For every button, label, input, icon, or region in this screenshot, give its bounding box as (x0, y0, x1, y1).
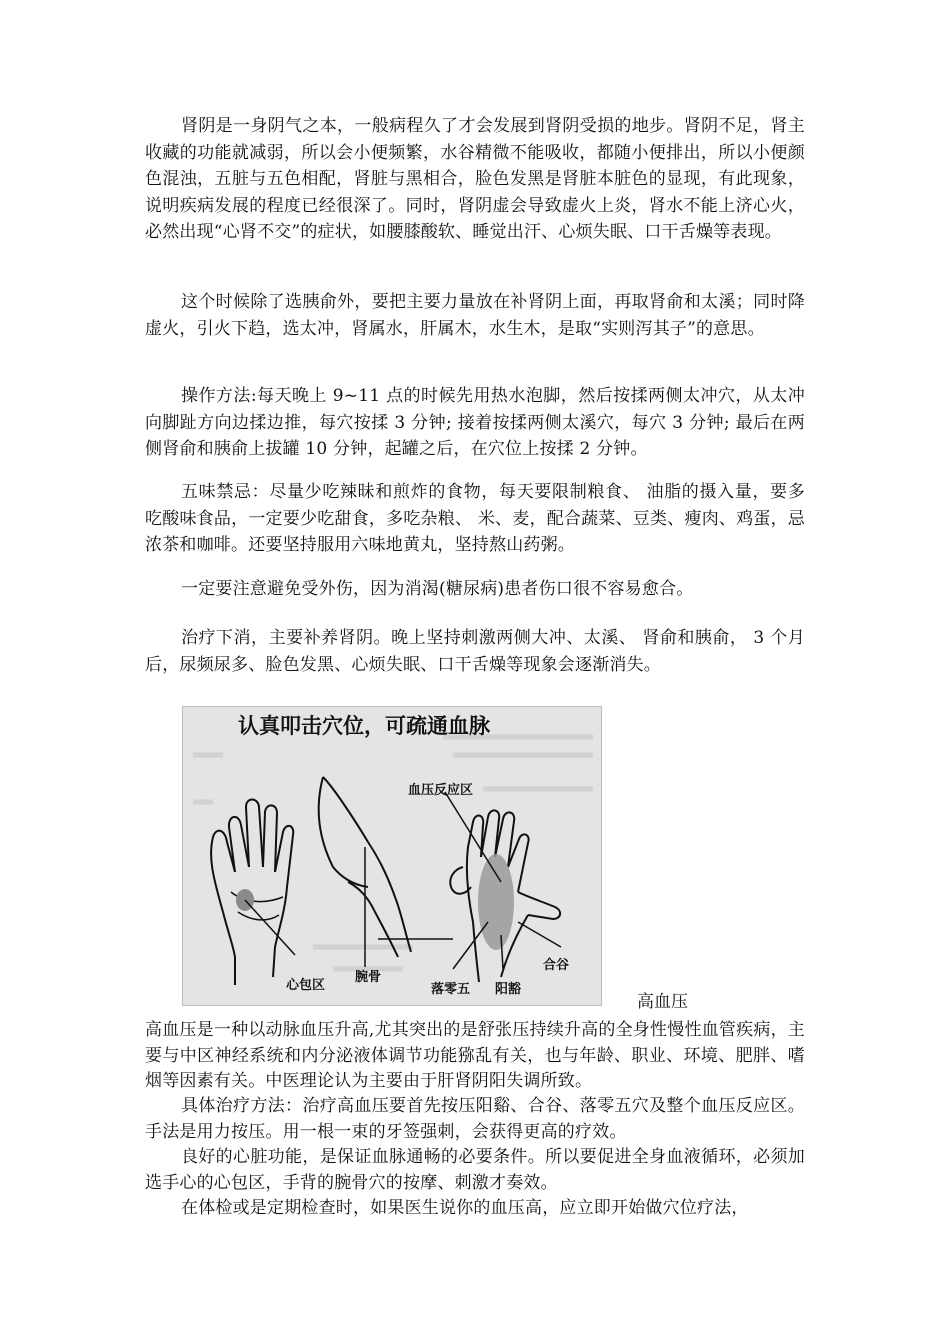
label-wrist-bone: 腕骨 (355, 970, 382, 985)
paragraph-kidney-yin: 肾阴是一身阴气之本，一般病程久了才会发展到肾阴受损的地步。肾阴不足，肾主收藏的功能就减弱，所以会小便频繁，水谷精微不能吸收，都随小便排出，所以小便颜色混浊，五脏与五色相配，肾脏与黑相合，脸色发黑是肾脏本脏色的显现，有此现象，说明疾病发展的程度已经很深了。同时，肾阴虚会导致虚火上炎，肾水不能上济心火，必然出现“心肾不交”的症状，如腰膝酸软、睡觉出汗、心烦失眠、口干舌燥等表现。 (145, 116, 805, 242)
label-yangxi: 阳豁 (495, 982, 522, 997)
paragraph-diet-taboo: 五味禁忌：尽量少吃辣昧和煎炸的食物，每天要限制粮食、 油脂的摄入量，要多吃酸味食品，一定要少吃甜食，多吃杂粮、 米、麦，配合蔬菜、豆类、瘦肉、鸡蛋，忌浓茶和咖啡。还要坚持服用六味地黄丸，坚持熬山药粥。 (145, 482, 805, 555)
label-bp-zone: 血压反应区 (408, 783, 474, 798)
paragraph-hypertension-intro: 高血压是一种以动脉血压升高,尤其突出的是舒张压持续升高的全身性慢性血管疾病，主要与中区神经系统和内分泌液体调节功能猕乱有关，也与年龄、职业、环境、肥胖、嗜烟等因素有关。中医理论认为主要由于肝肾阴阳失调所致。 (145, 1020, 805, 1091)
label-luolingwu: 落零五 (431, 982, 471, 997)
figure-caption: 高血压 (637, 992, 688, 1012)
paragraph-lower-thirst-treatment: 治疗下消，主要补养肾阴。晚上坚持刺激两侧大冲、太溪、 肾俞和胰俞， 3 个月后，尿频尿多、脸色发黑、心烦失眠、口干舌燥等现象会逐渐消失。 (145, 628, 805, 675)
paragraph-treatment-method: 具体治疗方法：治疗高血压要首先按压阳谿、合谷、落零五穴及整个血压反应区。手法是用力按压。用一根一束的牙签强刺，会获得更高的疗效。 (145, 1096, 805, 1142)
left-palm-drawing (211, 800, 293, 986)
paragraph-operation-method: 操作方法:每天晚上 9~11 点的时候先用热水泡脚，然后按揉两侧太冲穴，从太冲向脚趾方向边揉边推，每穴按揉 3 分钟; 接着按揉两侧太溪穴，每穴 3 分钟; 最后在两侧肾俞和胰俞上拔罐 10 分钟，起罐之后，在穴位上按揉 2 分钟。 (145, 386, 805, 459)
figure-title: 认真叩击穴位，可疏通血脉 (238, 714, 490, 738)
bp-reaction-zone-mark (478, 854, 514, 950)
paragraph-avoid-injury: 一定要注意避免受外伤，因为消渴(糖尿病)患者伤口很不容易愈合。 (181, 579, 694, 599)
label-pericardium: 心包区 (286, 978, 326, 993)
paragraph-checkup: 在体检或是定期检查时，如果医生说你的血压高，应立即开始做穴位疗法， (181, 1198, 749, 1218)
label-hegu: 合谷 (543, 958, 570, 973)
acupoint-hand-figure (182, 706, 602, 1006)
paragraph-acupoint-selection: 这个时候除了选胰俞外，要把主要力量放在补肾阴上面，再取肾俞和太溪；同时降虚火，引火下趋，选太冲，肾属水，肝属木，水生木，是取“实则泻其子”的意思。 (145, 292, 805, 339)
hand-diagram-svg (183, 707, 601, 1005)
paragraph-heart-function: 良好的心脏功能，是保证血脉通畅的必要条件。所以要促进全身血液循环，必须加选手心的心包区，手背的腕骨穴的按摩、刺激才奏效。 (145, 1147, 805, 1193)
